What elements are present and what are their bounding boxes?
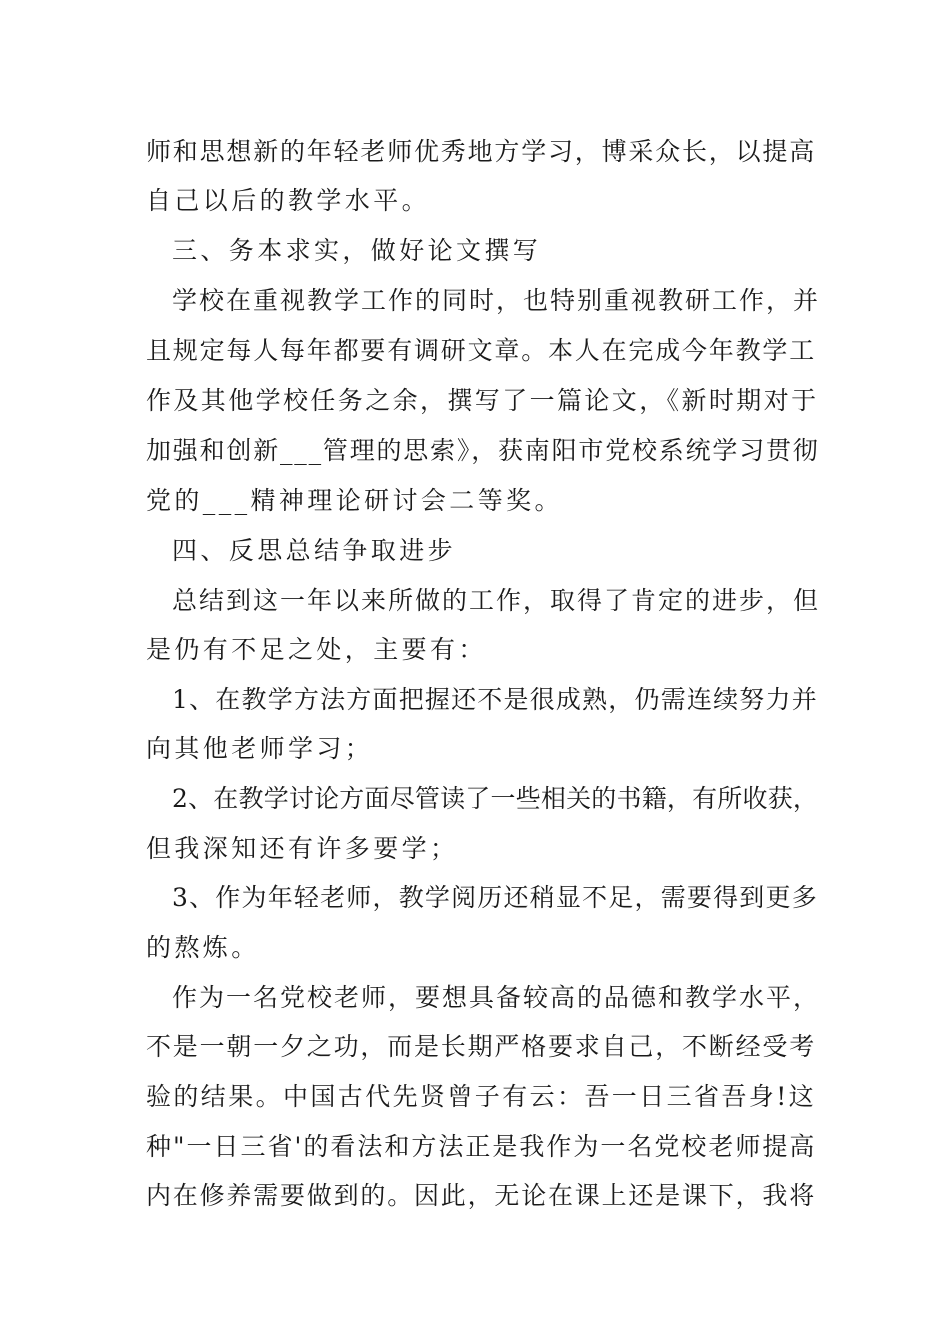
section-heading: 三、务本求实，做好论文撰写 — [172, 236, 542, 265]
list-item-line: 1、在教学方法方面把握还不是很成熟，仍需连续努力并 — [172, 685, 818, 714]
paragraph-line: 学校在重视教学工作的同时，也特别重视教研工作，并 — [172, 286, 821, 315]
paragraph-line: 自己以后的教学水平。 — [146, 186, 431, 215]
list-item-line: 3、作为年轻老师，教学阅历还稍显不足，需要得到更多 — [172, 883, 818, 912]
paragraph-line: 不是一朝一夕之功，而是长期严格要求自己，不断经受考 — [146, 1032, 817, 1061]
list-item-line: 的熬炼。 — [146, 933, 260, 962]
paragraph-line: 总结到这一年以来所做的工作，取得了肯定的进步，但 — [172, 586, 821, 615]
paragraph-line: 师和思想新的年轻老师优秀地方学习，博采众长，以提高 — [146, 137, 817, 166]
paragraph-line: 是仍有不足之处，主要有： — [146, 635, 487, 664]
paragraph-line: 作为一名党校老师，要想具备较高的品德和教学水平， — [172, 983, 821, 1012]
paragraph-line: 且规定每人每年都要有调研文章。本人在完成今年教学工 — [146, 336, 817, 365]
paragraph-line: 种"一日三省'的看法和方法正是我作为一名党校老师提高 — [146, 1132, 817, 1161]
paragraph-line: 加强和创新___管理的思索》，获南阳市党校系统学习贯彻 — [146, 436, 820, 465]
paragraph-line: 验的结果。中国古代先贤曾子有云：吾一日三省吾身!这 — [146, 1082, 817, 1111]
paragraph-line: 党的___精神理论研讨会二等奖。 — [146, 486, 563, 515]
list-item-line: 但我深知还有许多要学； — [146, 834, 459, 863]
list-item-line: 2、在教学讨论方面尽管读了一些相关的书籍，有所收获， — [172, 784, 819, 813]
paragraph-line: 作及其他学校任务之余，撰写了一篇论文，《新时期对于 — [146, 386, 819, 415]
paragraph-line: 内在修养需要做到的。因此，无论在课上还是课下，我将 — [146, 1181, 817, 1210]
list-item-line: 向其他老师学习； — [146, 734, 374, 763]
section-heading: 四、反思总结争取进步 — [172, 536, 457, 565]
